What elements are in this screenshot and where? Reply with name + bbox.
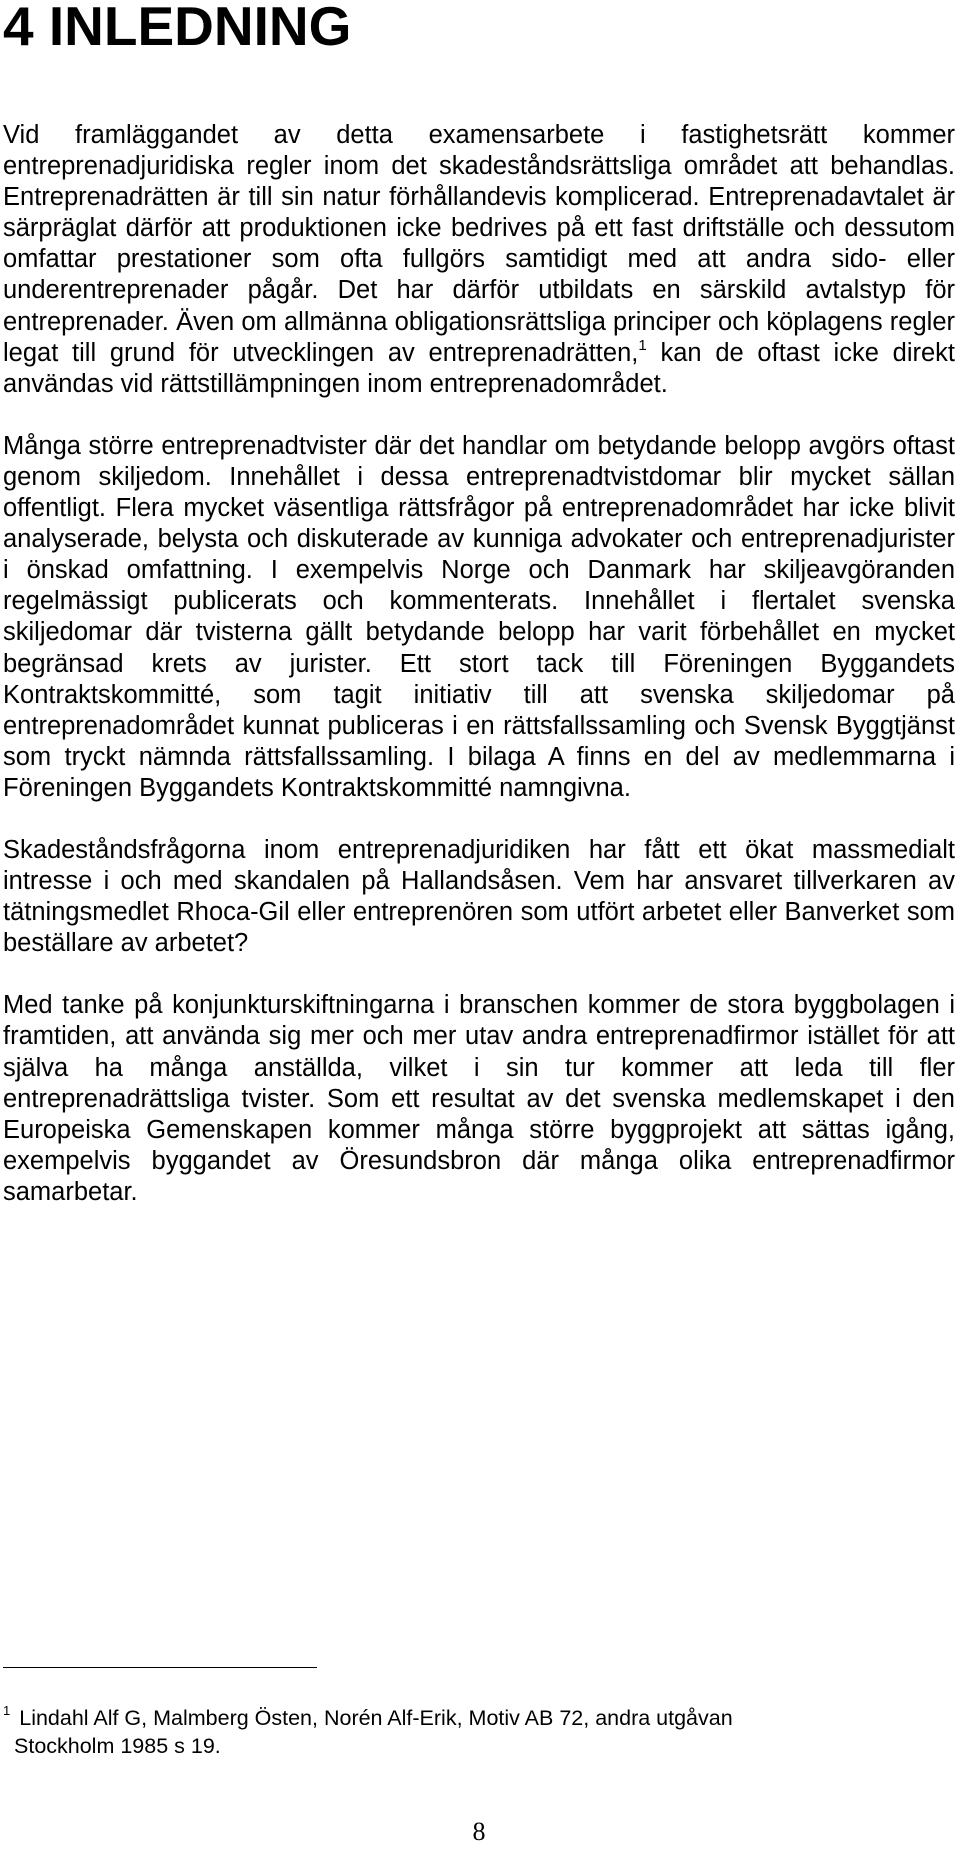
chapter-body: [3, 120, 955, 1239]
paragraph-4: Med tanke på konjunkturskiftningarna i branschen kommer de stora byggbolagen i framtiden, att använda sig mer och mer utav andra entreprenadfirmor istället för att själva ha många anställda, vilket i sin tur kommer att leda till fler entreprenadrättsliga tvister. Som ett resultat av det svenska medlemskapet i den Europeiska Gemenskapen kommer många större byggprojekt att sättas igång, exempelvis byggandet av Öresundsbron där många olika entreprenadfirmor samarbetar.: [3, 991, 955, 1206]
footnote: [3, 1704, 943, 1760]
chapter-heading: 4 INLEDNING: [3, 0, 352, 57]
footnote-line-2: Stockholm 1985 s 19.: [14, 1734, 221, 1758]
footnote-marker: 1: [3, 1703, 11, 1718]
paragraph-1-text-before-note: Vid framläggandet av detta examensarbete i fastighetsrätt kommer entreprenadjuridiska regler inom det skadeståndsrättsliga området att behandlas. Entreprenadrätten är till sin natur förhållandevis komplicerad. Entreprenadavtalet är särpräglat därför att produktionen icke bedrives på ett fast driftställe och dessutom omfattar prestationer som ofta fullgörs samtidigt med att andra sido- eller underentreprenader pågår. Det har därför utbildats en särskild avtalstyp för entreprenader. Även om allmänna obligationsrättsliga principer och köplagens regler legat till grund för utvecklingen av entreprenadrätten,: [3, 121, 955, 367]
page-number: 8: [472, 1817, 486, 1846]
paragraph-3: Skadeståndsfrågorna inom entreprenadjuridiken har fått ett ökat massmedialt intresse i och med skandalen på Hallandsåsen. Vem har ansvaret tillverkaren av tätningsmedlet Rhoca-Gil eller entreprenören som utfört arbetet eller Banverket som beställare av arbetet?: [3, 835, 955, 958]
paragraph-1: [3, 120, 955, 400]
paragraph-1-text-after-note: kan de oftast icke direkt användas vid rättstillämpningen inom entreprenadområdet.: [3, 338, 955, 398]
footnote-reference: 1: [638, 336, 647, 354]
footnote-line-1: Lindahl Alf G, Malmberg Östen, Norén Alf-Erik, Motiv AB 72, andra utgåvan: [19, 1706, 733, 1730]
paragraph-2: Många större entreprenadtvister där det handlar om betydande belopp avgörs oftast genom skiljedom. Innehållet i dessa entreprenadtvistdomar blir mycket sällan offentligt. Flera mycket väsentliga rättsfrågor på entreprenadområdet har icke blivit analyserade, belysta och diskuterade av kunniga advokater och entreprenadjurister i önskad omfattning. I exempelvis Norge och Danmark har skiljeavgöranden regelmässigt publicerats och kommenterats. Innehållet i flertalet svenska skiljedomar där tvisterna gällt betydande belopp har varit förbehållet en mycket begränsad krets av jurister. Ett stort tack till Föreningen Byggandets Kontraktskommitté, som tagit initiativ till att svenska skiljedomar på entreprenadområdet kunnat publiceras i en rättsfallssamling och Svensk Byggtjänst som tryckt nämnda rättsfallssamling. I bilaga A finns en del av medlemmarna i Föreningen Byggandets Kontraktskommitté namngivna.: [3, 431, 955, 802]
footnote-divider: [3, 1667, 317, 1668]
